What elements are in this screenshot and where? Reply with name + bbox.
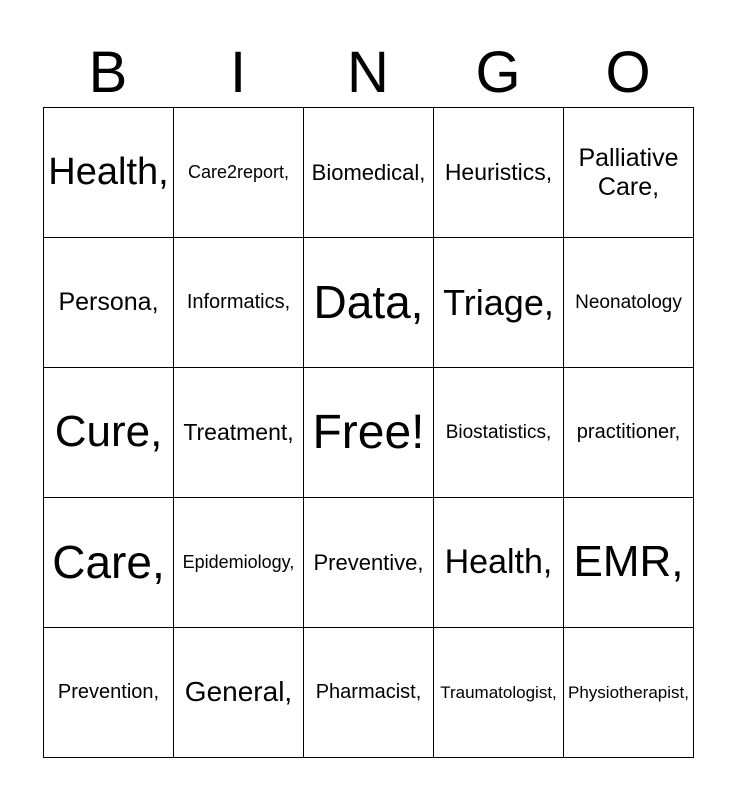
bingo-cell[interactable]: Pharmacist,	[304, 628, 434, 758]
bingo-cell[interactable]: Physiotherapist,	[564, 628, 694, 758]
header-letter-o: O	[605, 40, 651, 105]
bingo-cell[interactable]: Neonatology	[564, 238, 694, 368]
bingo-cell[interactable]: EMR,	[564, 498, 694, 628]
bingo-cell[interactable]: Heuristics,	[434, 108, 564, 238]
bingo-cell[interactable]: Traumatologist,	[434, 628, 564, 758]
bingo-cell[interactable]: Preventive,	[304, 498, 434, 628]
bingo-cell[interactable]: Epidemiology,	[174, 498, 304, 628]
bingo-cell[interactable]: Informatics,	[174, 238, 304, 368]
bingo-cell[interactable]: General,	[174, 628, 304, 758]
bingo-board	[43, 107, 694, 758]
bingo-cell[interactable]: Health,	[44, 108, 174, 238]
bingo-cell[interactable]: practitioner,	[564, 368, 694, 498]
bingo-cell[interactable]: Data,	[304, 238, 434, 368]
bingo-cell[interactable]: Treatment,	[174, 368, 304, 498]
bingo-cell[interactable]: Persona,	[44, 238, 174, 368]
bingo-cell[interactable]: Biostatistics,	[434, 368, 564, 498]
bingo-cell[interactable]: Biomedical,	[304, 108, 434, 238]
header-letter-g: G	[475, 40, 521, 105]
bingo-cell[interactable]: Palliative Care,	[564, 108, 694, 238]
bingo-cell[interactable]: Prevention,	[44, 628, 174, 758]
header-letter-n: N	[347, 40, 389, 105]
bingo-cell[interactable]: Care,	[44, 498, 174, 628]
bingo-cell[interactable]: Health,	[434, 498, 564, 628]
header-letter-b: B	[88, 40, 128, 105]
bingo-cell[interactable]: Triage,	[434, 238, 564, 368]
header-letter-i: I	[229, 40, 247, 105]
bingo-cell[interactable]: Cure,	[44, 368, 174, 498]
bingo-cell[interactable]: Free!	[304, 368, 434, 498]
bingo-header	[43, 40, 693, 106]
bingo-cell[interactable]: Care2report,	[174, 108, 304, 238]
